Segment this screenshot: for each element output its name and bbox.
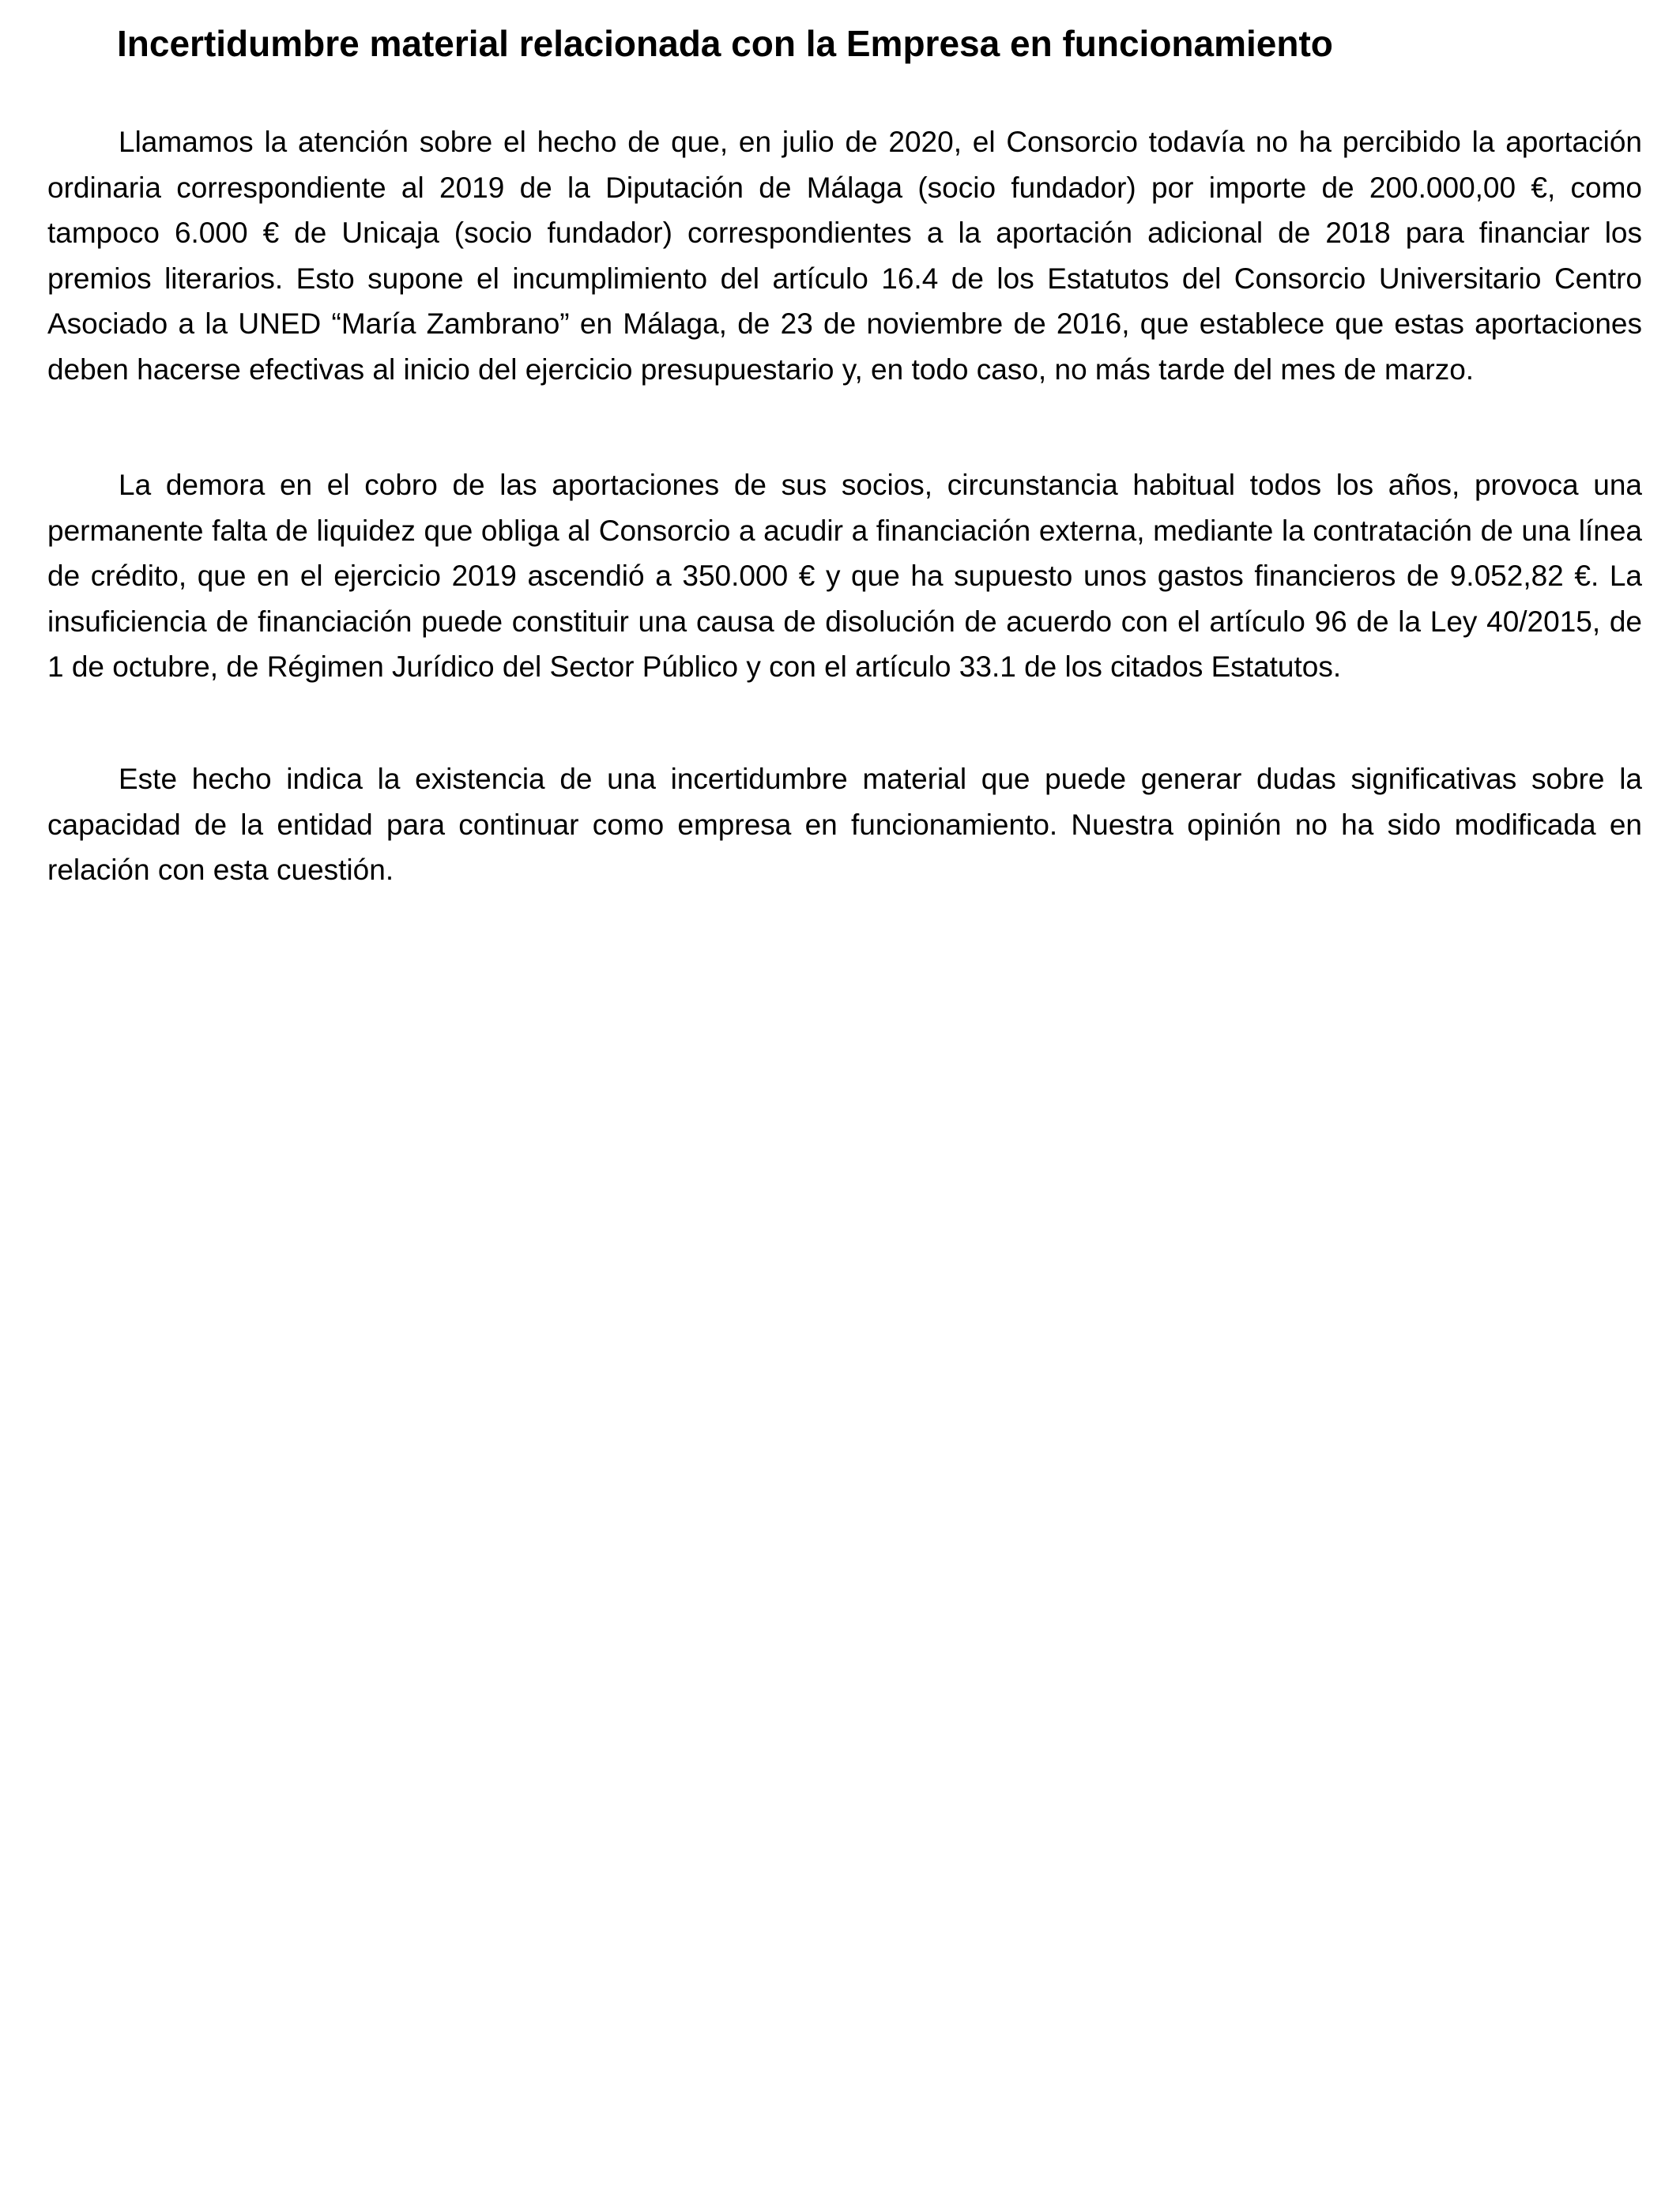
- section-title: Incertidumbre material relacionada con la Empresa en funcionamiento: [117, 23, 1333, 64]
- paragraph-material-uncertainty-conclusion: Este hecho indica la existencia de una incertidumbre material que puede generar dudas significativas sobre la capacidad de la entidad para continuar como empresa en funcionamiento. Nuestra opinión no ha sido modificada en relación con esta cuestión.: [47, 763, 1642, 886]
- paragraph-going-concern-contributions: Llamamos la atención sobre el hecho de que, en julio de 2020, el Consorcio todavía no ha percibido la aportación ordinaria correspondiente al 2019 de la Diputación de Málaga (socio fundador) por importe de 200.000,00 €, como tampoco 6.000 € de Unicaja (socio fundador) correspondientes a la aportación adicional de 2018 para financiar los premios literarios. Esto supone el incumplimiento del artículo 16.4 de los Estatutos del Consorcio Universitario Centro Asociado a la UNED “María Zambrano” en Málaga, de 23 de noviembre de 2016, que establece que estas aportaciones deben hacerse efectivas al inicio del ejercicio presupuestario y, en todo caso, no más tarde del mes de marzo.: [47, 126, 1642, 386]
- paragraph-liquidity-financing: La demora en el cobro de las aportaciones de sus socios, circunstancia habitual todos los años, provoca una permanente falta de liquidez que obliga al Consorcio a acudir a financiación externa, mediante la contratación de una línea de crédito, que en el ejercicio 2019 ascendió a 350.000 € y que ha supuesto unos gastos financieros de 9.052,82 €. La insuficiencia de financiación puede constituir una causa de disolución de acuerdo con el artículo 96 de la Ley 40/2015, de 1 de octubre, de Régimen Jurídico del Sector Público y con el artículo 33.1 de los citados Estatutos.: [47, 469, 1642, 683]
